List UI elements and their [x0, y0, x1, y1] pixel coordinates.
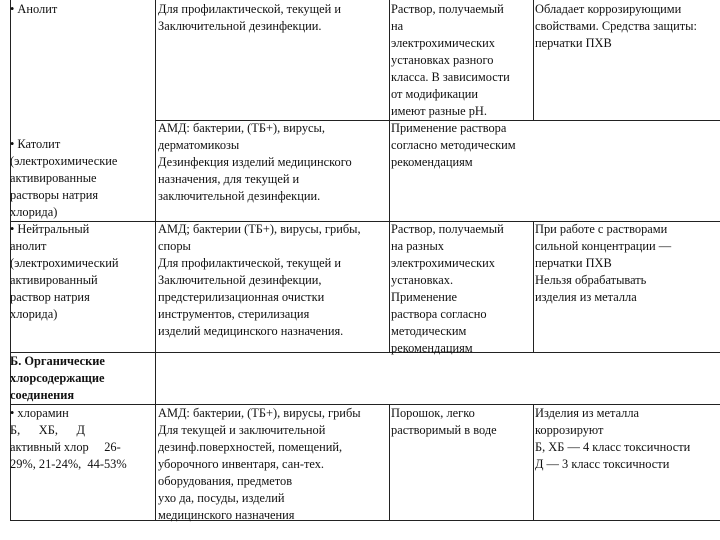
text-line: Заключительной дезинфекции,	[158, 273, 322, 287]
text-line: электрохимических	[391, 36, 495, 50]
text-line: дезинф.поверхностей, помещений,	[158, 440, 343, 454]
text-line: перчатки ПХВ	[535, 256, 612, 270]
grid-line-col2	[155, 0, 156, 521]
section-heading-line: Б. Органические	[10, 354, 105, 368]
text-line: класса. В зависимости	[391, 70, 510, 84]
grid-line-col4	[533, 0, 534, 120]
text-line: Б, ХБ, Д	[10, 423, 85, 437]
row3-notes-cell	[535, 221, 671, 306]
text-line: медицинского назначения	[158, 508, 295, 522]
row5-application-cell	[158, 405, 361, 524]
row2-application-cell	[158, 120, 352, 205]
text-line: анолит	[10, 239, 47, 253]
text-line: При работе с растворами	[535, 222, 668, 236]
row5-form-cell	[391, 405, 497, 439]
text-line: Заключительной дезинфекции.	[158, 19, 322, 33]
text-line: уборочного инвентаря, сан-тех.	[158, 457, 325, 471]
row2-form-cell	[391, 120, 516, 171]
grid-line-col4-lower	[533, 404, 534, 521]
grid-line-col3	[389, 0, 390, 352]
text-line: заключительной дезинфекции.	[158, 189, 321, 203]
text-line: растворы натрия	[10, 188, 99, 202]
text-line: споры	[158, 239, 191, 253]
text-line: Применение раствора	[391, 121, 507, 135]
section-heading-cell	[10, 353, 105, 404]
row3-application-cell	[158, 221, 361, 340]
text-line: хлорида)	[10, 205, 58, 219]
row1-notes-cell	[535, 1, 697, 52]
row3-form-cell	[391, 221, 504, 357]
text-line: (электрохимический	[10, 256, 119, 270]
text-line: раствора согласно	[391, 307, 487, 321]
row5-notes-cell	[535, 405, 690, 473]
section-heading-line: хлорсодержащие	[10, 371, 105, 385]
text-line: сильной концентрации —	[535, 239, 672, 253]
text-line: • хлорамин	[10, 406, 69, 420]
text-line: методическим	[391, 324, 467, 338]
text-line: Дезинфекция изделий медицинского	[158, 155, 352, 169]
text-line: Раствор, получаемый	[391, 222, 504, 236]
text-line: Обладает коррозирующими	[535, 2, 682, 16]
row-divider-3	[10, 352, 720, 353]
table-bottom-border	[10, 520, 720, 521]
section-heading-line: соединения	[10, 388, 75, 402]
text-line: хлорида)	[10, 307, 58, 321]
text-line: Для профилактической, текущей и	[158, 2, 342, 16]
text-line: растворимый в воде	[391, 423, 497, 437]
text-line: изделия из металла	[535, 290, 637, 304]
text-line: раствор натрия	[10, 290, 90, 304]
row1-substance-cell	[10, 1, 57, 18]
text-line: АМД: бактерии, (ТБ+), вирусы, грибы	[158, 406, 361, 420]
text-line: • Католит	[10, 137, 61, 151]
text-line: Б, ХБ — 4 класс токсичности	[535, 440, 691, 454]
text-line: ухо да, посуды, изделий	[158, 491, 285, 505]
text-line: электрохимических	[391, 256, 495, 270]
row5-substance-cell	[10, 405, 127, 473]
text-line: Раствор, получаемый	[391, 2, 504, 16]
text-line: согласно методическим	[391, 138, 516, 152]
text-line: от модификации	[391, 87, 479, 101]
text-line: изделий медицинского назначения.	[158, 324, 344, 338]
text-line: 29%, 21-24%, 44-53%	[10, 457, 127, 471]
text-line: АМД: бактерии, (ТБ+), вирусы,	[158, 121, 325, 135]
grid-line-col3-lower	[389, 404, 390, 521]
text-line: активный хлор 26-	[10, 440, 121, 454]
text-line: рекомендациям	[391, 155, 473, 169]
text-line: АМД; бактерии (ТБ+), вирусы, грибы,	[158, 222, 361, 236]
text-line: на	[391, 19, 404, 33]
text-line: Изделия из металла	[535, 406, 640, 420]
text-line: коррозируют	[535, 423, 604, 437]
row3-substance-cell	[10, 221, 119, 323]
row1-application-cell	[158, 1, 341, 35]
text-line: перчатки ПХВ	[535, 36, 612, 50]
text-line: имеют разные pH.	[391, 104, 487, 118]
text-line: рекомендациям	[391, 341, 473, 355]
text-line: на разных	[391, 239, 444, 253]
grid-line-col4-mid	[533, 221, 534, 352]
text-line: Применение	[391, 290, 458, 304]
text-line: Для профилактической, текущей и	[158, 256, 342, 270]
text-line: Для текущей и заключительной	[158, 423, 326, 437]
text-line: предстерилизационная очистки	[158, 290, 325, 304]
text-line: Нельзя обрабатывать	[535, 273, 647, 287]
text-line: назначения, для текущей и	[158, 172, 300, 186]
text-line: установках.	[391, 273, 454, 287]
text-line: активированный	[10, 273, 98, 287]
text-line: установках разного	[391, 53, 494, 67]
text-line: (электрохимические	[10, 154, 118, 168]
text-line: дерматомикозы	[158, 138, 240, 152]
row2-substance-cell	[10, 136, 117, 221]
text-line: активированные	[10, 171, 97, 185]
row1-form-cell	[391, 1, 510, 120]
text-line: свойствами. Средства защиты:	[535, 19, 697, 33]
text-line: Д — 3 класс токсичности	[535, 457, 670, 471]
text-line: оборудования, предметов	[158, 474, 293, 488]
text-line: инструментов, стерилизация	[158, 307, 310, 321]
text-line: • Анолит	[10, 2, 58, 16]
text-line: Порошок, легко	[391, 406, 475, 420]
text-line: • Нейтральный	[10, 222, 90, 236]
